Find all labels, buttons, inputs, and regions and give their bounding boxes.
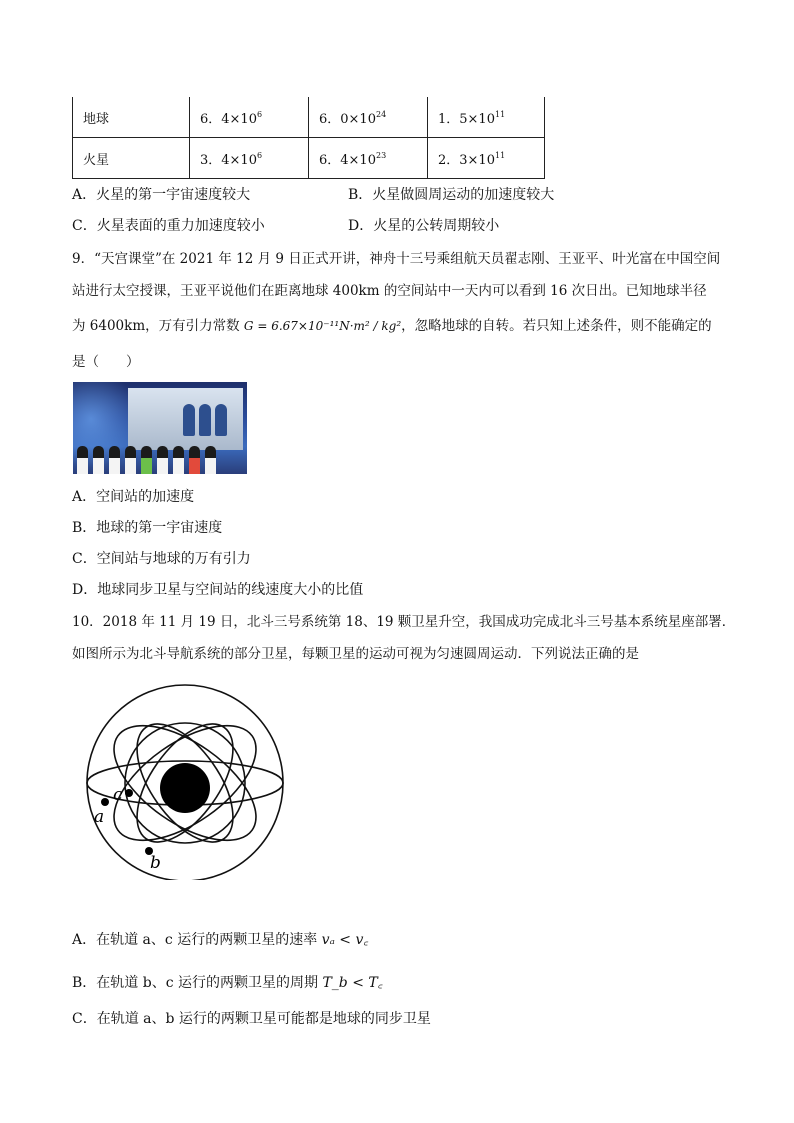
q9-stem-line4: 是（ ） — [72, 354, 140, 370]
q9-option-a: A．空间站的加速度 — [72, 489, 195, 505]
table-cell: 6．$4\times 10^{23}$ — [309, 138, 428, 179]
q10-option-b: B．在轨道 b、c 运行的两颗卫星的周期 T_b < T꜀ — [72, 975, 383, 991]
gravitational-constant-formula: G = 6.67×10⁻¹¹N·m² / kg² — [243, 319, 402, 333]
table-cell: 地球 — [73, 97, 190, 138]
table-cell: 2．$3\times 10^{11}$ — [428, 138, 545, 179]
earth — [160, 763, 210, 813]
q9-stem-line3: 为 6400km，万有引力常数 G = 6.67×10⁻¹¹N·m² / kg²，忽略地球的自转。若只知上述条件，则不能确定的 — [72, 318, 712, 334]
period-inequality: T_b < T꜀ — [322, 975, 383, 991]
satellite-c — [125, 789, 133, 797]
satellite-orbits-diagram — [72, 680, 312, 880]
space-lecture-photo — [73, 382, 247, 474]
table-cell: 6．$4\times 10^6$ — [190, 97, 309, 138]
label-a: a — [94, 807, 105, 827]
label-b: b — [150, 853, 161, 873]
q9-option-c: C．空间站与地球的万有引力 — [72, 551, 251, 567]
table-cell: 6．$0\times 10^{24}$ — [309, 97, 428, 138]
planet-table — [72, 97, 545, 179]
table-cell: 1．$5\times 10^{11}$ — [428, 97, 545, 138]
q8-option-a: A．火星的第一宇宙速度较大 — [72, 187, 251, 203]
satellite-a — [101, 798, 109, 806]
table-cell: 3．$4\times 10^6$ — [190, 138, 309, 179]
table-row — [73, 97, 545, 138]
q9-stem-line1: 9．“天宫课堂”在 2021 年 12 月 9 日正式开讲，神舟十三号乘组航天员翟志刚、王亚平、叶光富在中国空间 — [72, 251, 721, 267]
q8-option-d: D．火星的公转周期较小 — [348, 218, 500, 234]
table-cell: 火星 — [73, 138, 190, 179]
speed-inequality: vₐ < v꜀ — [321, 932, 369, 948]
q9-option-b: B．地球的第一宇宙速度 — [72, 520, 223, 536]
table-row — [73, 138, 545, 179]
label-c: c — [113, 785, 123, 805]
q9-option-d: D．地球同步卫星与空间站的线速度大小的比值 — [72, 582, 364, 598]
q10-stem-line2: 如图所示为北斗导航系统的部分卫星，每颗卫星的运动可视为匀速圆周运动．下列说法正确的是 — [72, 646, 639, 662]
q8-option-b: B．火星做圆周运动的加速度较大 — [348, 187, 555, 203]
q10-option-c: C．在轨道 a、b 运行的两颗卫星可能都是地球的同步卫星 — [72, 1011, 431, 1027]
q8-option-c: C．火星表面的重力加速度较小 — [72, 218, 265, 234]
q10-stem-line1: 10．2018 年 11 月 19 日，北斗三号系统第 18、19 颗卫星升空，我国成功完成北斗三号基本系统星座部署． — [72, 614, 736, 630]
q10-option-a: A．在轨道 a、c 运行的两颗卫星的速率 vₐ < v꜀ — [72, 932, 369, 948]
q9-stem-line2: 站进行太空授课，王亚平说他们在距离地球 400km 的空间站中一天内可以看到 16 次日出。已知地球半径 — [72, 283, 707, 299]
